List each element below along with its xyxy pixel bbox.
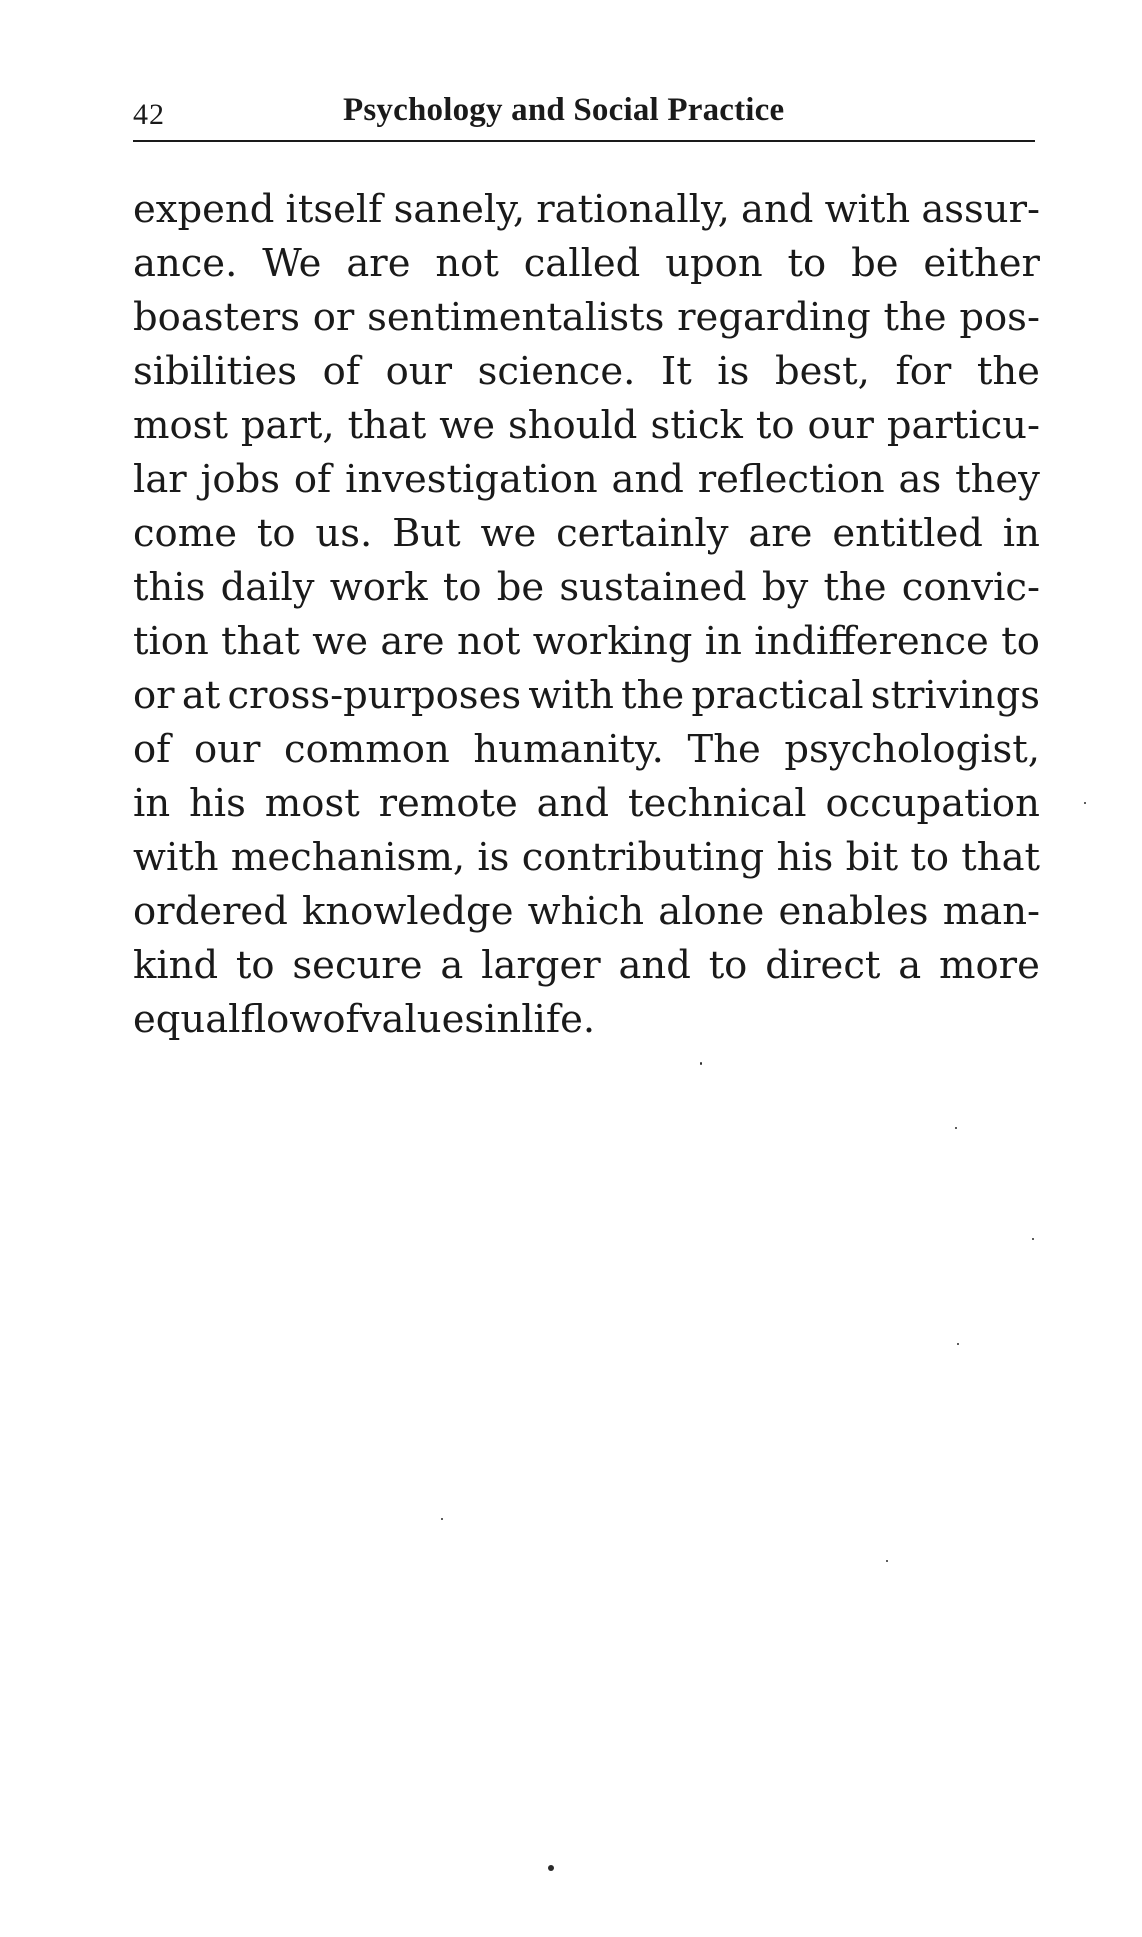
text-line	[133, 561, 1040, 615]
word: tion	[133, 619, 209, 664]
word: knowledge	[302, 889, 514, 934]
word: stick	[650, 403, 743, 448]
word: common	[284, 727, 450, 772]
word: at	[181, 673, 221, 718]
word: equal	[133, 997, 241, 1042]
word: his	[776, 835, 834, 880]
text-line	[133, 885, 1040, 939]
word: enables	[778, 889, 929, 934]
word: work	[329, 565, 428, 610]
running-head	[133, 92, 1033, 138]
word: practical	[691, 673, 864, 718]
word: remote	[378, 781, 518, 826]
word: itself	[285, 187, 383, 232]
word: our	[807, 403, 874, 448]
word: to	[235, 943, 275, 988]
word: in	[133, 781, 171, 826]
text-line	[133, 507, 1040, 561]
word: sanely,	[393, 187, 526, 232]
word: But	[392, 511, 461, 556]
text-line	[133, 399, 1040, 453]
scan-speck	[548, 1865, 554, 1871]
word: science.	[477, 349, 636, 394]
text-line	[133, 831, 1040, 885]
body-paragraph	[133, 183, 1040, 1047]
text-line	[133, 291, 1040, 345]
word: be	[851, 241, 899, 286]
word: a	[898, 943, 922, 988]
word: our	[194, 727, 261, 772]
word: they	[955, 457, 1040, 502]
text-line	[133, 993, 1040, 1047]
word: is	[717, 349, 750, 394]
word: be	[496, 565, 545, 610]
word: the	[883, 295, 947, 340]
word: pos-	[959, 295, 1040, 340]
word: daily	[220, 565, 315, 610]
word: mechanism,	[230, 835, 466, 880]
word: his	[189, 781, 246, 826]
scan-speck	[955, 1127, 957, 1129]
word: we	[312, 619, 368, 664]
word: which	[527, 889, 645, 934]
word: upon	[665, 241, 763, 286]
word: either	[923, 241, 1040, 286]
word: life.	[521, 997, 596, 1042]
word: occupation	[825, 781, 1040, 826]
word: our	[385, 349, 452, 394]
word: most	[264, 781, 360, 826]
text-line	[133, 723, 1040, 777]
word: the	[823, 565, 887, 610]
word: assur-	[921, 187, 1040, 232]
word: best,	[774, 349, 870, 394]
word: that	[961, 835, 1040, 880]
word: kind	[133, 943, 219, 988]
word: reflection	[697, 457, 885, 502]
scan-speck	[1084, 802, 1086, 804]
word: lar	[133, 457, 187, 502]
text-line	[133, 183, 1040, 237]
word: not	[456, 619, 521, 664]
word: humanity.	[473, 727, 664, 772]
word: are	[380, 619, 445, 664]
word: this	[133, 565, 206, 610]
word: with	[133, 835, 219, 880]
word: and	[536, 781, 610, 826]
word: and	[618, 943, 691, 988]
word: or	[312, 295, 355, 340]
text-line	[133, 939, 1040, 993]
text-line	[133, 453, 1040, 507]
word: contributing	[521, 835, 765, 880]
word: certainly	[556, 511, 729, 556]
word: in	[704, 619, 742, 664]
word: rationally,	[536, 187, 730, 232]
word: the	[621, 673, 685, 718]
word: strivings	[870, 673, 1040, 718]
word: direct	[765, 943, 881, 988]
word: entitled	[832, 511, 983, 556]
word: man-	[942, 889, 1040, 934]
word: indifference	[754, 619, 989, 664]
word: to	[442, 565, 482, 610]
word: more	[939, 943, 1040, 988]
word: and	[611, 457, 684, 502]
scan-speck	[441, 1518, 443, 1520]
word: of	[322, 349, 361, 394]
scan-speck	[1032, 1238, 1034, 1240]
word: bit	[845, 835, 899, 880]
word: should	[507, 403, 638, 448]
word: sustained	[559, 565, 747, 610]
word: a	[440, 943, 464, 988]
word: expend	[133, 187, 275, 232]
word: technical	[627, 781, 807, 826]
word: we	[439, 403, 495, 448]
word: sibilities	[133, 349, 297, 394]
header-rule	[133, 140, 1035, 142]
text-line	[133, 669, 1040, 723]
word: secure	[292, 943, 423, 988]
word: It	[661, 349, 692, 394]
word: that	[221, 619, 300, 664]
word: for	[895, 349, 952, 394]
word: are	[346, 241, 411, 286]
word: ordered	[133, 889, 288, 934]
word: part,	[240, 403, 335, 448]
word: larger	[481, 943, 601, 988]
text-line	[133, 777, 1040, 831]
word: that	[347, 403, 427, 448]
scan-speck	[700, 1062, 702, 1065]
word: to	[256, 511, 296, 556]
word: we	[480, 511, 537, 556]
word: sentimentalists	[367, 295, 665, 340]
scan-speck	[886, 1560, 888, 1562]
word: of	[133, 727, 171, 772]
word: of	[322, 997, 360, 1042]
word: to	[910, 835, 949, 880]
word: by	[761, 565, 809, 610]
word: to	[1001, 619, 1040, 664]
text-line	[133, 237, 1040, 291]
text-line	[133, 615, 1040, 669]
word: psychologist,	[784, 727, 1040, 772]
word: of	[293, 457, 332, 502]
word: regarding	[677, 295, 871, 340]
word: jobs	[200, 457, 281, 502]
word: ance.	[133, 241, 238, 286]
word: most	[133, 403, 228, 448]
word: to	[755, 403, 795, 448]
word: boasters	[133, 295, 300, 340]
word: to	[787, 241, 827, 286]
word: cross-purposes	[227, 673, 522, 718]
word: working	[532, 619, 693, 664]
word: us.	[315, 511, 373, 556]
word: investigation	[345, 457, 598, 502]
word: to	[708, 943, 748, 988]
word: or	[133, 673, 175, 718]
word: particu-	[886, 403, 1040, 448]
text-line	[133, 345, 1040, 399]
word: are	[748, 511, 813, 556]
word: with	[528, 673, 614, 718]
word: and	[741, 187, 814, 232]
page-number: 42	[133, 98, 165, 131]
word: is	[477, 835, 510, 880]
word: as	[898, 457, 942, 502]
word: The	[687, 727, 761, 772]
running-title: Psychology and Social Practice	[343, 92, 785, 128]
word: in	[484, 997, 522, 1042]
word: convic-	[901, 565, 1040, 610]
scan-speck	[957, 1343, 959, 1345]
word: the	[976, 349, 1040, 394]
word: with	[824, 187, 911, 232]
word: called	[523, 241, 641, 286]
word: not	[435, 241, 499, 286]
word: alone	[658, 889, 765, 934]
word: come	[133, 511, 238, 556]
word: in	[1002, 511, 1040, 556]
word: flow	[240, 997, 323, 1042]
word: values	[359, 997, 485, 1042]
word: We	[262, 241, 322, 286]
